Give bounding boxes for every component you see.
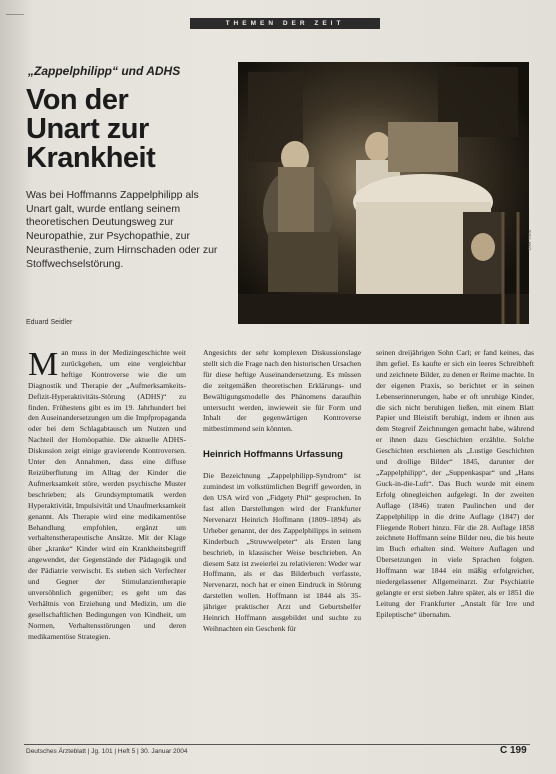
column-3-text: seinen dreijährigen Sohn Carl; er fand keines, das ihm gefiel. Es kaufte er sich ein leeres Schreibheft und zeichnete Bilder, zu denen er Reime machte. In der eigenen Praxis, so berichtet er in seinen Lebenserinnerungen, habe er oft unruhige Kinder, die sich nicht beruhigen ließen, mit einem Blatt Papier und Bleistift beruhigt, indem er ihnen aus dem Stegreif Zeichnungen gemacht habe, während er ihnen dazu Geschichten erzählte. Solche Geschichten erschienen als „Lustige Geschichten und drollige Bilder“ 1845, darunter der „Zappelphilipp“, der „Suppenkaspar“ und „Hans Guck-in-die-Luft“. Das Buch wurde mit einem Erfolg ohnegleichen aufgelegt. In der zweiten Auflage (1846) traten Paulinchen und der Zappelphilipp in die dritte Auflage (1847) der Fliegende Robert hinzu. Für die 28. Auflage 1858 zeichnete Hoffmann seine Bilder neu, die bis heute im Buch erhalten sind. Weitere Auflagen und Übersetzungen in viele Sprachen folgten. Hoffmann war 1844 ein mäßig erfolgreicher, niedergelassener Allgemeinarzt. Zur Psychiatrie gelangte er erst sieben Jahre später, als er 1851 die Leitung der Frankfurter „Anstalt für Irre und Epileptische“ übernahm. (376, 348, 534, 619)
headline-line-2: Unart zur (26, 113, 149, 145)
article-headline (26, 86, 226, 173)
drop-cap: M (28, 348, 59, 383)
body-column-3 (376, 348, 534, 740)
headline-line-1: Von der (26, 84, 129, 116)
painting-illustration (238, 62, 529, 324)
page-corner-mark: ——— (6, 12, 24, 18)
body-column-2 (203, 348, 361, 740)
article-lead: Was bei Hoffmanns Zappelphilipp als Unart galt, wurde entlang seinem theoretischen Deutungsweg zur Neuropathie, zur Psychopathie, zur Neurasthenie, zum Hirnschaden oder zur Stoffwechselstörung. (26, 189, 218, 270)
article-author: Eduard Seidler (26, 319, 73, 326)
historical-painting-image (238, 62, 529, 324)
column-2-intro: Angesichts der sehr komplexen Diskussionslage stellt sich die Frage nach den historischen Ursachen für diese heftige Auseinandersetzung. Es müssen die zeitgemäßen theoretischen Erklärungs- und Bewältigungsmodelle des Phänomens daraufhin untersucht werden, inwieweit sie für Form und Inhalt der gegenwärtigen Kontroverse mitbestimmend sein könnten. (203, 348, 361, 434)
section-header-bar: THEMEN DER ZEIT (190, 18, 380, 29)
body-column-1 (28, 348, 186, 740)
page-number: C 199 (500, 745, 527, 756)
footer-divider (24, 744, 530, 745)
image-credit: Foto: AKG (527, 230, 532, 251)
journal-citation: Deutsches Ärzteblatt | Jg. 101 | Heft 5 | 30. Januar 2004 (26, 748, 188, 755)
article-subheading: Heinrich Hoffmanns Urfassung (203, 449, 343, 461)
headline-line-3: Krankheit (26, 142, 156, 174)
column-2-text: Die Bezeichnung „Zappelphilipp-Syndrom“ ist zumindest im volkstümlichen Begriff geworden, in den USA wird von „Fidgety Phil“ gesprochen. In fast allen Darstellungen wird der Frankfurter Nervenarzt Heinrich Hoffmann (1809–1894) als Urheber genannt, der des Zappelphilipps in seinem Kinderbuch „Struwwelpeter“ als Ersten lang beschrieb, in klassischer Weise beschrieben. An diesem Satz ist zweierlei zu relativieren: Weder war Hoffmann, als er das Bilderbuch verfasste, Nervenarzt, noch hat er einen Eindruck in Störung darstellen wollen. Hoffmann ist 1844 als 35-jähriger praktischer Arzt und Geburtshelfer Heinrich Hoffmann ausgebildet und suchte zu Weihnachten ein Geschenk für (203, 471, 361, 633)
column-1-text: an muss in der Medizingeschichte weit zurückgehen, um eine vergleichbar heftige Kontroverse wie die um Diagnostik und Therapie der „Aufmerksamkeits-Defizit-Hyperaktivitäts-Störung (ADHS)“ zu finden. Frühestens gibt es im 19. Jahrhundert bei den Auseinandersetzungen um die Impfpropaganda oder bei dem Schlagabtausch um Nutzen und Nachteil der Homöopathie. Die aktuelle ADHS-Diskussion zeigt einige gravierende Kontroversen. Unter den Annahmen, dass eine diffuse Reizüberflutung im Alltag der Kinder die Aufmerksamkeit störe, werden psychische Muster beschrieben; als Grundsymptomatik werden Hyperaktivität, Impulsivität und Unaufmerksamkeit genannt. Als Therapie wird eine medikamentöse Behandlung empfohlen, ergänzt um verhaltenstherapeutische Ansätze. Mit der Klage über „kranke“ Kinder wird ein Krankheitsbegriff angewendet, der Gegenstände der Pädagogik und der Pädiatrie verwischt. Es stehen sich Verfechter und Gegner der Stimulanzientherapie unversöhnlich gegenüber; es geht um das Verhältnis von Erziehung und Medizin, um die gesellschaftlichen Bedingungen von Kindheit, um Normen, Verhaltensstörungen und deren medikamentöse Strategien. (28, 348, 186, 641)
article-kicker: „Zappelphilipp“ und ADHS (28, 64, 181, 78)
